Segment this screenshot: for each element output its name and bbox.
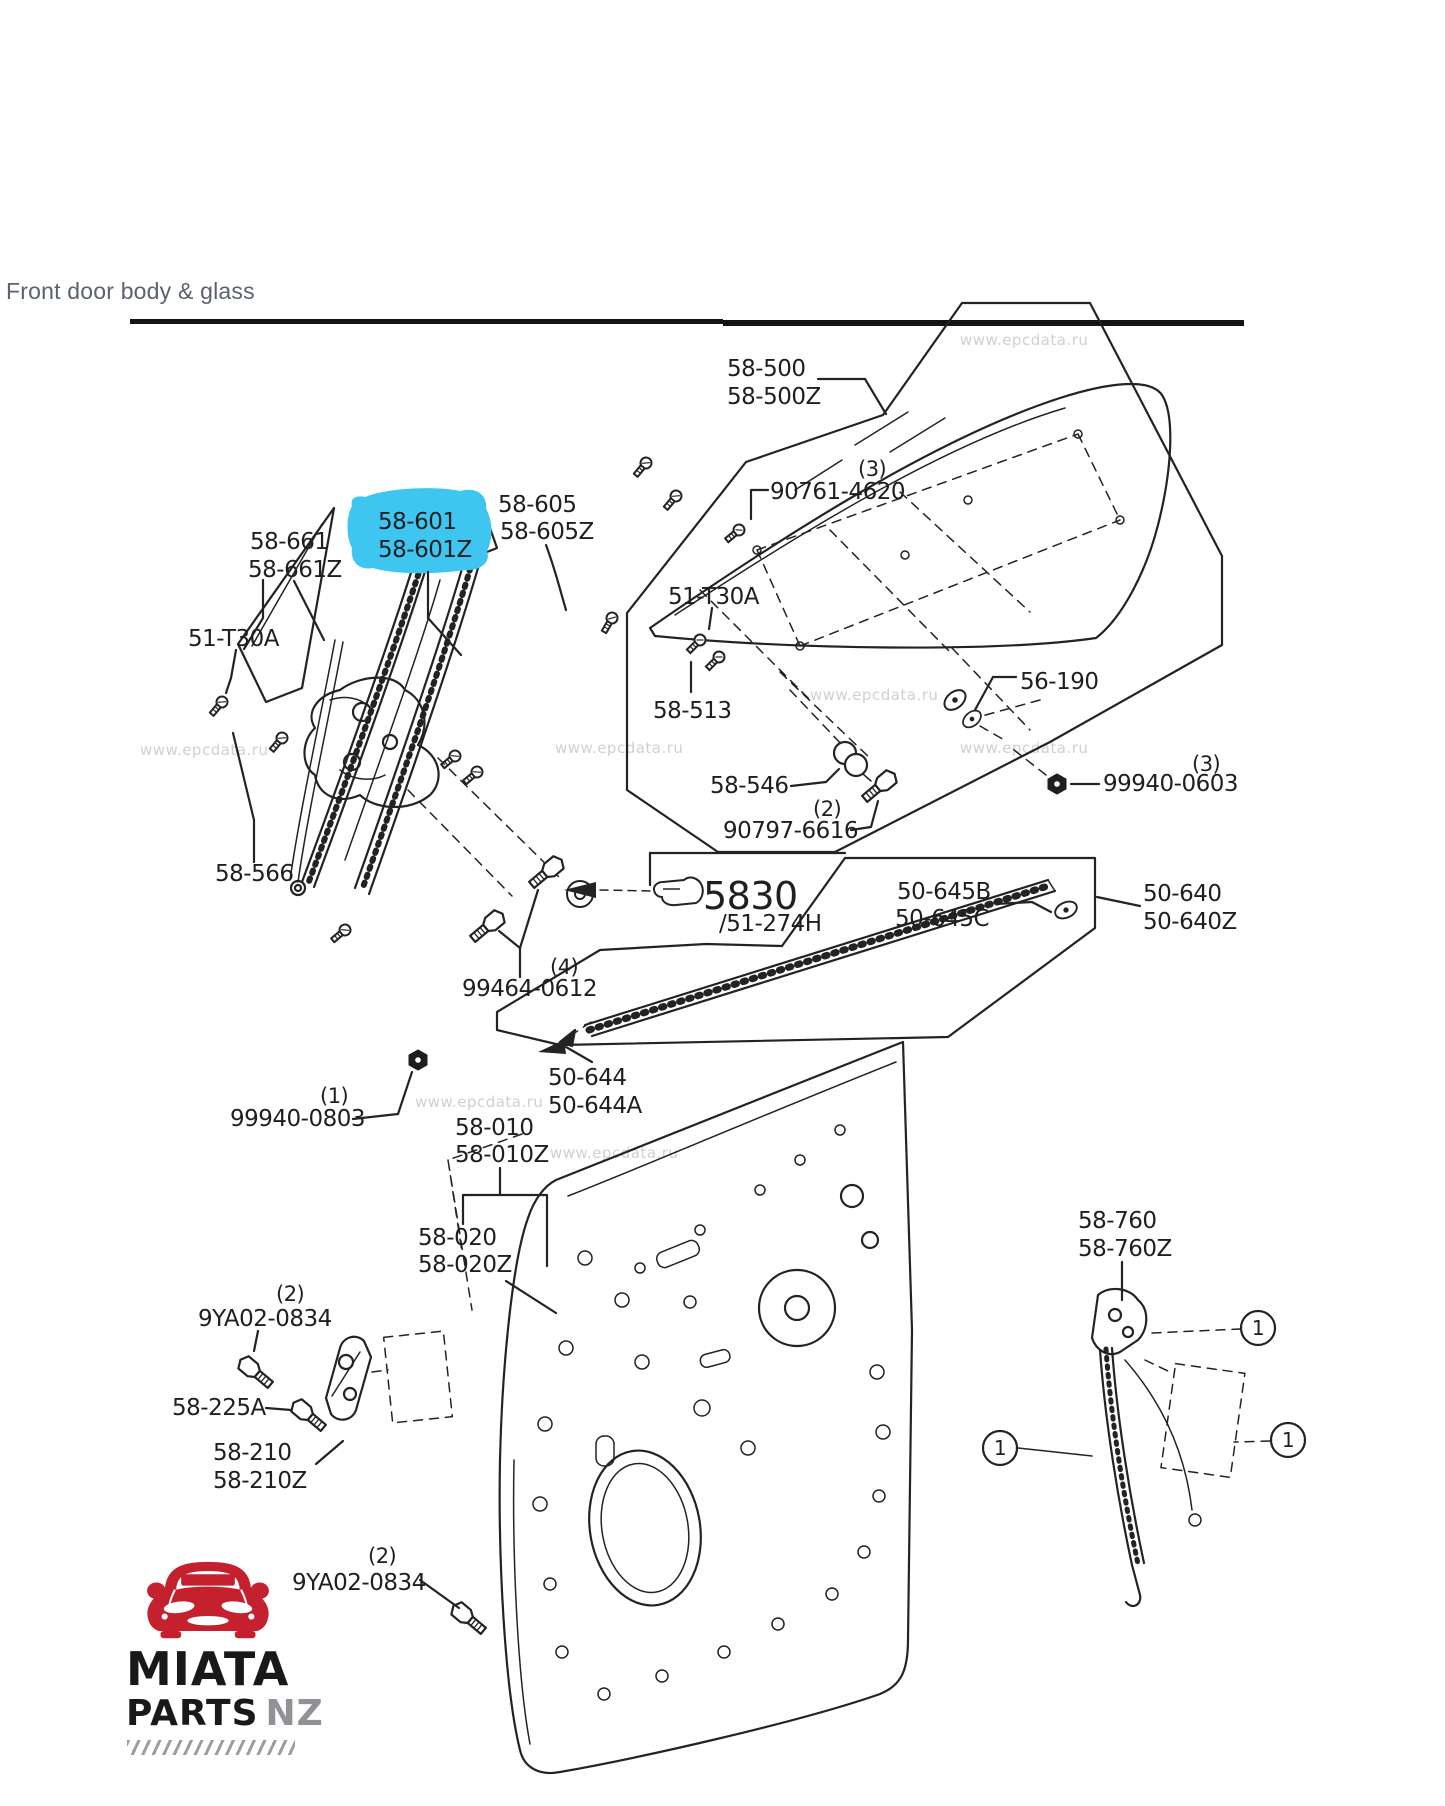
part-label-58-605 [498,492,594,610]
part-label-58-020 [418,1225,556,1313]
part-number: 58-225A [172,1395,266,1421]
part-qty: (2) [813,797,842,821]
part-number: 58-605Z [500,519,594,545]
callout-1-marker [983,1431,1017,1465]
watermark-text: www.epcdata.ru [415,1093,544,1111]
callout-number: 1 [1251,1316,1265,1340]
door-glass-region-art [599,303,1222,852]
part-label-56-190 [975,669,1098,710]
part-qty: (1) [320,1084,349,1108]
watermark-text: www.epcdata.ru [550,1144,679,1162]
glass-guide-assembly-art [1018,1289,1270,1606]
part-qty: (3) [858,457,887,481]
part-number: 90761-4620 [770,479,905,505]
part-number: 50-640 [1143,881,1222,907]
logo-text-parts: PARTS [126,1693,259,1734]
part-number: 58-210 [213,1440,292,1466]
part-number: 51-T30A [188,626,280,652]
part-number: 58-500Z [727,384,821,410]
part-number: 58-601Z [378,537,472,563]
logo-slashes-decoration [127,1740,295,1755]
part-label-9YA02-0834-upper [198,1282,332,1351]
part-number: 99464-0612 [462,976,597,1002]
part-qty: (4) [550,955,579,979]
part-number: 58-010Z [455,1142,549,1168]
callout-1-marker [1241,1311,1275,1345]
part-qty: (3) [1192,752,1221,776]
part-number: 99940-0603 [1103,771,1238,797]
part-qty: (2) [276,1282,305,1306]
part-number: 58-020Z [418,1252,512,1278]
part-label-58-225A [172,1395,291,1421]
part-number: 58-661Z [248,557,342,583]
part-number: 50-645B [897,879,991,905]
part-number: 90797-6616 [723,818,858,844]
part-number: 58-605 [498,492,577,518]
part-label-58-513 [653,698,731,724]
part-number: 5830 [703,874,798,918]
part-number: 58-760 [1078,1208,1157,1234]
part-label-58-210 [213,1440,343,1494]
watermark-text: www.epcdata.ru [140,741,269,759]
miata-car-icon [144,1558,272,1640]
logo-text-miata: MIATA [126,1642,290,1696]
part-qty: (2) [368,1544,397,1568]
part-label-50-640 [1097,881,1237,935]
watermark-text: www.epcdata.ru [960,739,1089,757]
part-label-58-546 [710,769,839,799]
callout-number: 1 [1281,1428,1295,1452]
part-label-51-T30A-left [188,626,280,693]
part-number: 56-190 [1020,669,1099,695]
part-number: 58-010 [455,1115,534,1141]
part-number: 58-601 [378,509,457,535]
watermark-text: www.epcdata.ru [810,686,939,704]
part-number: 58-760Z [1078,1236,1172,1262]
watermark-text: www.epcdata.ru [555,739,684,757]
part-label-58-500 [727,356,886,414]
part-label-58-760 [1078,1208,1172,1300]
part-number: 51-T30A [668,584,760,610]
header-rule [130,319,1244,326]
logo-text-parts-nz [126,1693,338,1734]
part-number: 58-661 [250,529,329,555]
part-label-99940-0803 [230,1050,427,1132]
page-title: Front door body & glass [6,278,255,304]
part-number: 58-500 [727,356,806,382]
part-number: 58-566 [215,861,294,887]
callout-number: 1 [993,1436,1007,1460]
part-number: 58-513 [653,698,732,724]
part-number: 50-640Z [1143,909,1237,935]
part-number: 50-644 [548,1065,627,1091]
part-number: 9YA02-0834 [292,1570,426,1596]
callout-1-marker [1271,1423,1305,1457]
part-number: 99940-0803 [230,1106,365,1132]
logo-text-nz: NZ [265,1693,324,1734]
pointing-hand-icon [654,878,703,906]
part-number: 50-645C [895,906,990,932]
part-number: 58-020 [418,1225,497,1251]
part-label-5830 [564,874,822,937]
watermark-text: www.epcdata.ru [960,331,1089,349]
part-number: 50-644A [548,1093,642,1119]
part-number: 9YA02-0834 [198,1306,332,1332]
part-number: /51-274H [719,911,822,937]
part-label-90761-4620 [723,457,905,544]
miata-parts-nz-logo [118,1558,338,1755]
part-number: 58-210Z [213,1468,307,1494]
part-label-50-644 [538,1020,642,1119]
part-number: 58-546 [710,773,789,799]
